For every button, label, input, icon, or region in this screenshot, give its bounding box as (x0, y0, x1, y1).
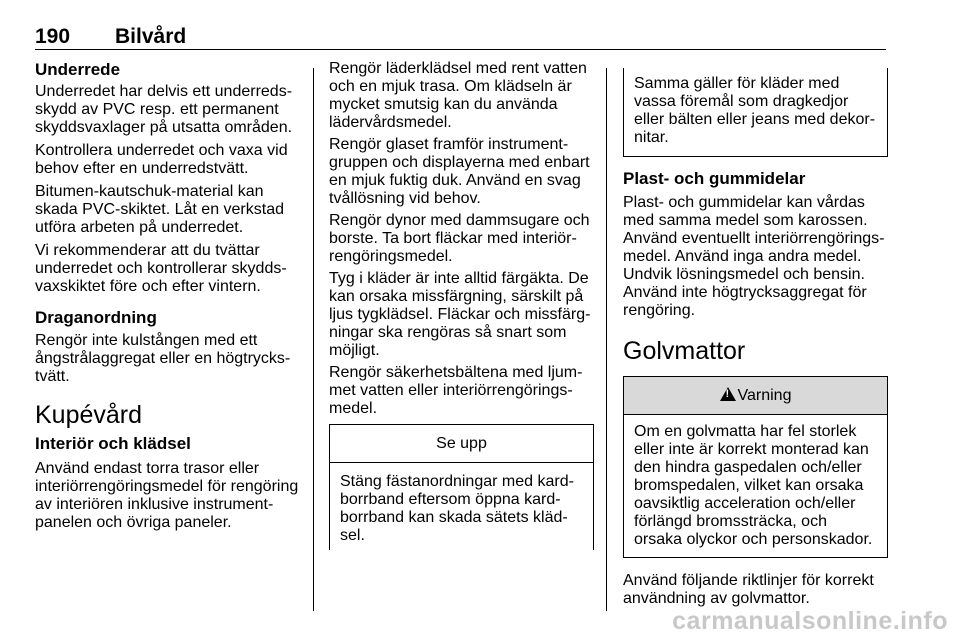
golvmattor-paragraph (623, 572, 888, 608)
text-line: eller inte är korrekt monterad kan (634, 441, 869, 458)
text-line: underredet och kontrollerar skydds- (35, 260, 287, 277)
text-line: Tyg i kläder är inte alltid färgäkta. De (329, 270, 589, 287)
warning-title: Varning (737, 387, 792, 404)
caution-body (330, 463, 593, 545)
text-line: tvätt. (35, 368, 70, 385)
text-line: ljus tygklädsel. Fläckar och missfärg- (329, 306, 591, 323)
text-line: skydd av PVC resp. ett permanent (35, 101, 279, 118)
text-line: med samma medel som karossen. (623, 212, 868, 229)
text-line: oavsiktlig acceleration och/eller (634, 495, 856, 512)
text-line: Stäng fästanordningar med kard- (340, 473, 574, 490)
text-line: den hindra gaspedalen och/eller (634, 459, 862, 476)
column-divider-1 (313, 68, 314, 611)
text-line: Underredet har delvis ett underreds- (35, 83, 293, 100)
text-line: möjligt. (329, 342, 380, 359)
interior-heading: Interiör och klädsel (35, 434, 191, 453)
draganordning-paragraph (35, 332, 300, 386)
text-line: tvållösning vid behov. (329, 190, 481, 207)
column-2 (329, 60, 594, 550)
text-line: av interiören inklusive instrument- (35, 496, 274, 513)
text-line: Rengör dynor med dammsugare och (329, 212, 590, 229)
text-line: vassa föremål som dragkedjor (634, 93, 849, 110)
text-line: borste. Ta bort fläckar med interiör- (329, 230, 577, 247)
plast-paragraph (623, 194, 888, 320)
text-line: förlängd bromssträcka, och (634, 513, 827, 530)
text-line: sel. (340, 527, 365, 544)
warning-header (624, 377, 887, 415)
text-line: Samma gäller för kläder med (634, 75, 840, 92)
text-line: Kontrollera underredet och vaxa vid (35, 142, 288, 159)
text-line: borrband eftersom öppna kard- (340, 491, 561, 508)
draganordning-heading: Draganordning (35, 308, 157, 327)
underrede-paragraph-4 (35, 242, 300, 296)
column-1 (35, 60, 300, 532)
text-line: mycket smutsig kan du använda (329, 96, 558, 113)
text-line: Använd följande riktlinjer för korrekt (623, 572, 874, 589)
watermark: carmanualsonline.info (672, 607, 948, 635)
text-line: lädervårdsmedel. (329, 114, 452, 131)
text-line: ångstrålaggregat eller en högtrycks- (35, 350, 291, 367)
kupevard-heading: Kupévård (35, 401, 143, 429)
underrede-paragraph-3 (35, 183, 300, 237)
page-number: 190 (35, 25, 71, 48)
text-line: Undvik lösningsmedel och bensin. (623, 266, 865, 283)
text-line: Rengör läderklädsel med rent vatten (329, 60, 587, 77)
underrede-paragraph-1 (35, 83, 300, 137)
text-line: Rengör säkerhetsbältena med ljum- (329, 364, 583, 381)
cushions-paragraph (329, 212, 594, 266)
text-line: och en mjuk trasa. Om klädseln är (329, 78, 572, 95)
caution-box (329, 424, 594, 550)
text-line: Bitumen-kautschuk-material kan (35, 183, 264, 200)
caution-title: Se upp (330, 425, 593, 463)
interior-paragraph-1 (35, 460, 300, 532)
text-line: bromspedalen, vilket kan orsaka (634, 477, 864, 494)
text-line: Använd eventuellt interiörrengörings- (623, 230, 885, 247)
underrede-paragraph-2 (35, 142, 300, 178)
text-line: met vatten eller interiörrengörings- (329, 382, 573, 399)
header-divider (35, 49, 886, 50)
warning-body (624, 415, 887, 557)
text-line: rengöringsmedel. (329, 248, 453, 265)
text-line: Plast- och gummidelar kan vårdas (623, 194, 865, 211)
underrede-heading: Underrede (35, 60, 121, 79)
text-line: interiörrengöringsmedel för rengöring (35, 478, 299, 495)
text-line: ningar ska rengöras så snart som (329, 324, 567, 341)
text-line: borrband kan skada sätets kläd- (340, 509, 568, 526)
column-divider-2 (606, 68, 607, 611)
text-line: Om en golvmatta har fel storlek (634, 423, 857, 440)
glass-paragraph (329, 136, 594, 208)
caution-box-continued (623, 68, 888, 157)
text-line: rengöring. (623, 302, 696, 319)
text-line: medel. (329, 400, 378, 417)
text-line: vaxskiktet före och efter vintern. (35, 278, 261, 295)
warning-triangle-icon (720, 387, 736, 401)
text-line: orsaka olyckor och personskador. (634, 531, 873, 548)
text-line: en mjuk fuktig duk. Använd en svag (329, 172, 581, 189)
belts-paragraph (329, 364, 594, 418)
text-line: behov efter en underredstvätt. (35, 160, 249, 177)
plast-heading: Plast- och gummidelar (623, 169, 806, 188)
text-line: medel. Använd inga andra medel. (623, 248, 862, 265)
text-line: gruppen och displayerna med enbart (329, 154, 590, 171)
text-line: Rengör glaset framför instrument- (329, 136, 569, 153)
text-line: användning av golvmattor. (623, 590, 810, 607)
section-title: Bilvård (115, 25, 187, 48)
text-line: skada PVC-skiktet. Låt en verkstad (35, 201, 284, 218)
text-line: Använd endast torra trasor eller (35, 460, 260, 477)
text-line: utföra arbeten på underredet. (35, 219, 244, 236)
column-3 (623, 60, 888, 608)
text-line: Använd inte högtrycksaggregat för (623, 284, 867, 301)
text-line: Rengör inte kulstången med ett (35, 332, 258, 349)
golvmattor-heading: Golvmattor (623, 337, 746, 365)
text-line: nitar. (634, 129, 669, 146)
text-line: Vi rekommenderar att du tvättar (35, 242, 260, 259)
text-line: skyddsvaxlager på utsatta områden. (35, 119, 293, 136)
text-line: panelen och övriga paneler. (35, 514, 232, 531)
text-line: kan orsaka missfärgning, särskilt på (329, 288, 584, 305)
text-line: eller bälten eller jeans med dekor- (634, 111, 876, 128)
page-header (35, 25, 885, 49)
leather-paragraph (329, 60, 594, 132)
warning-box (623, 376, 888, 558)
fabric-paragraph (329, 270, 594, 360)
